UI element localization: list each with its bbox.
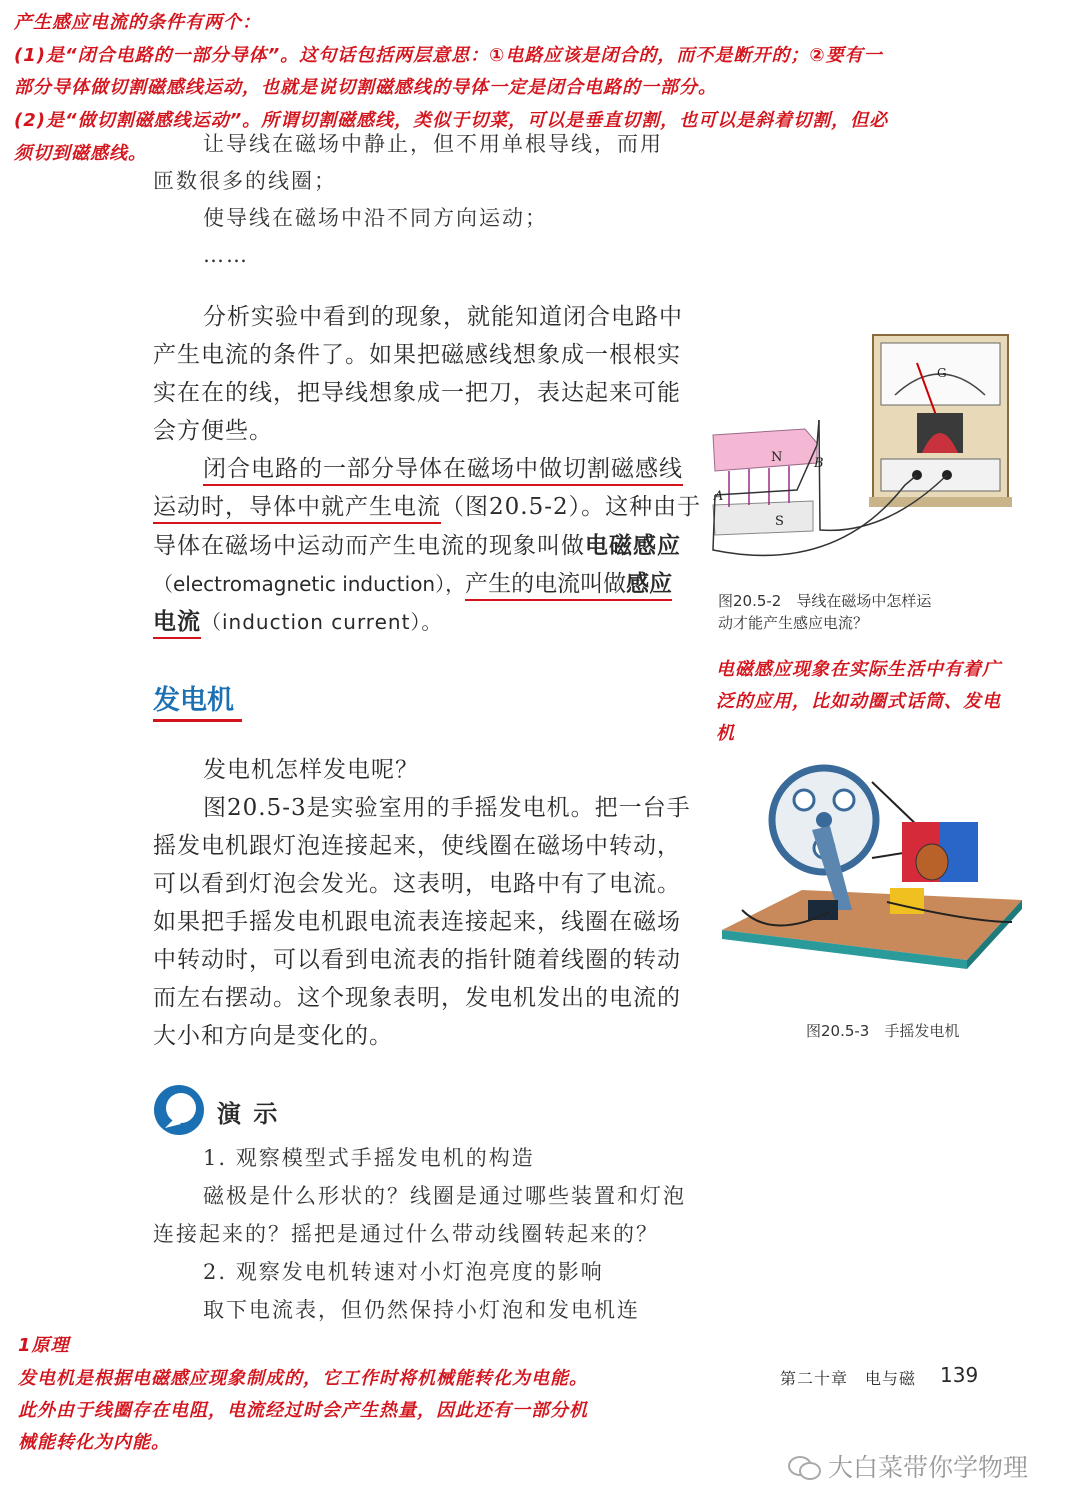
- watermark-text: 大白菜带你学物理: [828, 1453, 1029, 1482]
- para3-line-4: 如果把手摇发电机跟电流表连接起来，线圈在磁场: [153, 909, 681, 935]
- note-bottom-2: 发电机是根据电磁感应现象制成的，它工作时将机械能转化为电能。: [18, 1368, 588, 1389]
- para1-line-2: 产生电流的条件了。如果把磁感线想象成一根根实: [153, 342, 681, 368]
- demo-title: 演 示: [217, 1100, 280, 1128]
- para3-line-5: 中转动时，可以看到电流表的指针随着线圈的转动: [153, 947, 681, 973]
- label-b: B: [814, 456, 824, 471]
- para1-line-1: 分析实验中看到的现象，就能知道闭合电路中: [203, 304, 683, 330]
- note-top-4: (2)是“做切割磁感线运动”。所谓切割磁感线，类似于切菜，可以是垂直切割，也可以是斜着切割，但必: [14, 110, 889, 131]
- note-bottom-4: 械能转化为内能。: [18, 1432, 170, 1453]
- note-side-1: 电磁感应现象在实际生活中有着广: [716, 659, 1001, 680]
- text-line-3: 使导线在磁场中沿不同方向运动；: [203, 206, 548, 230]
- figure1-caption-1: 图20.5-2 导线在磁场中怎样运: [718, 592, 932, 610]
- label-north: N: [771, 450, 783, 465]
- term-induction-current: 电流: [153, 608, 201, 639]
- note-top-2: (1)是“闭合电路的一部分导体”。这句话包括两层意思：①电路应该是闭合的，而不是断开的；②要有一: [14, 45, 883, 66]
- note-side-2: 泛的应用，比如动圈式话筒、发电: [716, 691, 1001, 712]
- text-line-1: 让导线在磁场中静止，但不用单根导线，而用: [203, 132, 663, 156]
- note-top-1: 产生感应电流的条件有两个：: [14, 12, 261, 33]
- para3-line-6: 而左右摆动。这个现象表明，发电机发出的电流的: [153, 985, 681, 1011]
- term-electromagnetic-induction: 电磁感应: [585, 532, 681, 559]
- demo-line-2: 磁极是什么形状的？线圈是通过哪些装置和灯泡: [203, 1184, 686, 1208]
- figure1-caption-2: 动才能产生感应电流？: [718, 614, 869, 632]
- note-top-5: 须切到磁感线。: [14, 143, 147, 164]
- demo-line-1: 1. 观察模型式手摇发电机的构造: [203, 1146, 535, 1170]
- wechat-icon: [788, 1454, 820, 1478]
- underline-induction-current: 产生的电流叫做感应: [465, 571, 672, 601]
- para2-line-4: （electromagnetic induction），产生的电流叫做感应: [153, 565, 672, 603]
- demo-line-3: 连接起来的？摇把是通过什么带动线圈转起来的？: [153, 1222, 659, 1246]
- para3-line-2: 摇发电机跟灯泡连接起来，使线圈在磁场中转动，: [153, 833, 681, 859]
- para2-line-3: 导体在磁场中运动而产生电流的现象叫做电磁感应: [153, 532, 681, 559]
- para2-line-1: [203, 451, 683, 488]
- section-title-underline: [153, 719, 242, 722]
- underline-definition-1: 闭合电路的一部分导体在磁场中做切割磁感线: [203, 456, 683, 486]
- generator-question: 发电机怎样发电呢？: [203, 757, 419, 783]
- note-top-3: 部分导体做切割磁感线运动，也就是说切割磁感线的导体一定是闭合电路的一部分。: [14, 77, 717, 98]
- note-bottom-1: 1原理: [18, 1335, 70, 1356]
- para1-line-4: 会方便些。: [153, 418, 273, 444]
- label-a: A: [714, 489, 724, 504]
- text-line-4: ……: [203, 243, 249, 267]
- para2-line-5: 电流（induction current）。: [153, 603, 442, 641]
- demo-icon: [153, 1084, 207, 1136]
- note-bottom-3: 此外由于线圈存在电阻，电流经过时会产生热量，因此还有一部分机: [18, 1400, 588, 1421]
- para3-line-3: 可以看到灯泡会发光。这表明，电路中有了电流。: [153, 871, 681, 897]
- footer-page-number: 139: [940, 1363, 979, 1387]
- label-galvanometer: G: [937, 366, 947, 380]
- demo-line-5: 取下电流表，但仍然保持小灯泡和发电机连: [203, 1298, 640, 1322]
- watermark: [788, 1448, 1028, 1484]
- para2-line-2: 运动时，导体中就产生电流（图20.5-2）。这种由于: [153, 489, 701, 526]
- text-line-2: 匝数很多的线圈；: [153, 169, 337, 193]
- label-south: S: [775, 514, 784, 529]
- footer-chapter: 第二十章 电与磁: [780, 1369, 917, 1388]
- demo-line-4: 2. 观察发电机转速对小灯泡亮度的影响: [203, 1260, 604, 1284]
- note-side-3: 机: [716, 723, 735, 744]
- para3-line-7: 大小和方向是变化的。: [153, 1023, 393, 1049]
- para3-line-1: 图20.5-3是实验室用的手摇发电机。把一台手: [203, 795, 691, 821]
- figure2-caption: 图20.5-3 手摇发电机: [806, 1022, 960, 1040]
- para1-line-3: 实在在的线，把导线想象成一把刀，表达起来可能: [153, 380, 681, 406]
- underline-definition-2: 运动时，导体中就产生电流: [153, 494, 441, 524]
- figure-induction-experiment: [705, 325, 1025, 585]
- figure-hand-crank-generator: [712, 762, 1032, 977]
- section-title-generator: 发电机: [153, 685, 234, 716]
